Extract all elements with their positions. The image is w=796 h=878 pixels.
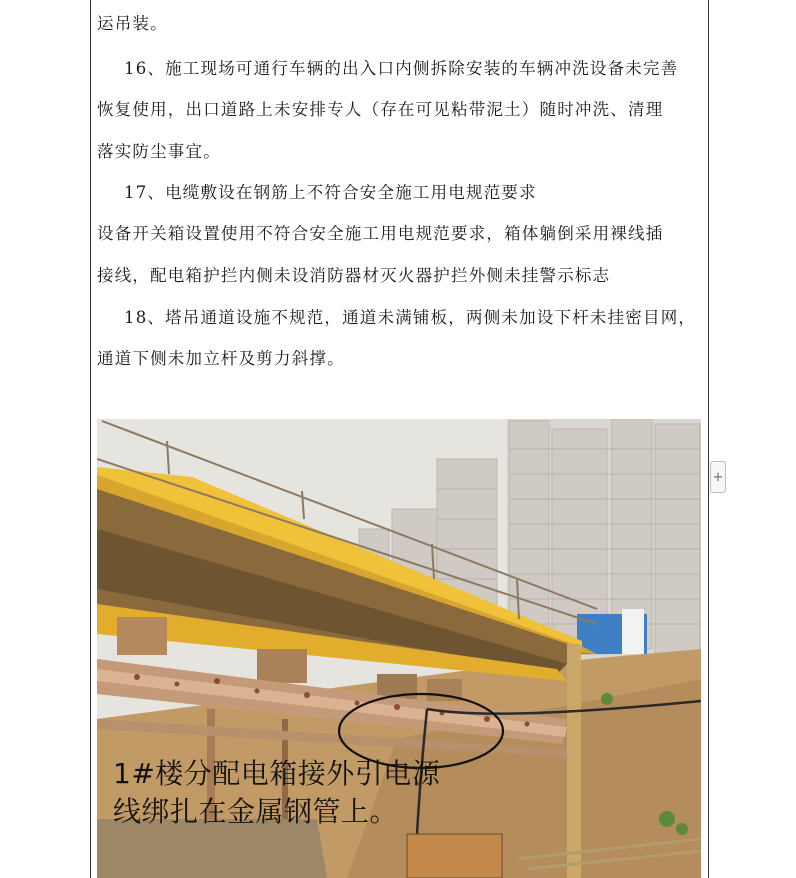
expand-button[interactable]: + [710, 461, 726, 493]
text-line: 接线，配电箱护拦内侧未设消防器材灭火器护拦外侧未挂警示标志 [97, 266, 611, 285]
page-border-left [90, 0, 91, 878]
photo-caption-line2: 线绑扎在金属钢管上。 [113, 795, 399, 828]
text-line: 落实防尘事宜。 [97, 142, 221, 161]
photo-caption-line1: 1#楼分配电箱接外引电源 [113, 757, 441, 790]
page-border-right [708, 0, 709, 878]
text-line: 16、施工现场可通行车辆的出入口内侧拆除安装的车辆冲洗设备未完善 [124, 59, 679, 78]
text-line: 17、电缆敷设在钢筋上不符合安全施工用电规范要求 [124, 183, 537, 202]
text-line: 设备开关箱设置使用不符合安全施工用电规范要求，箱体躺倒采用裸线插 [97, 224, 664, 243]
text-line: 18、塔吊通道设施不规范，通道未满铺板，两侧未加设下杆未挂密目网， [124, 308, 697, 327]
text-line: 恢复使用，出口道路上未安排专人（存在可见粘带泥土）随时冲洗、清理 [97, 100, 664, 119]
text-line: 通道下侧未加立杆及剪力斜撑。 [97, 349, 345, 368]
text-line: 运吊装。 [97, 14, 168, 33]
site-photo [97, 419, 701, 878]
